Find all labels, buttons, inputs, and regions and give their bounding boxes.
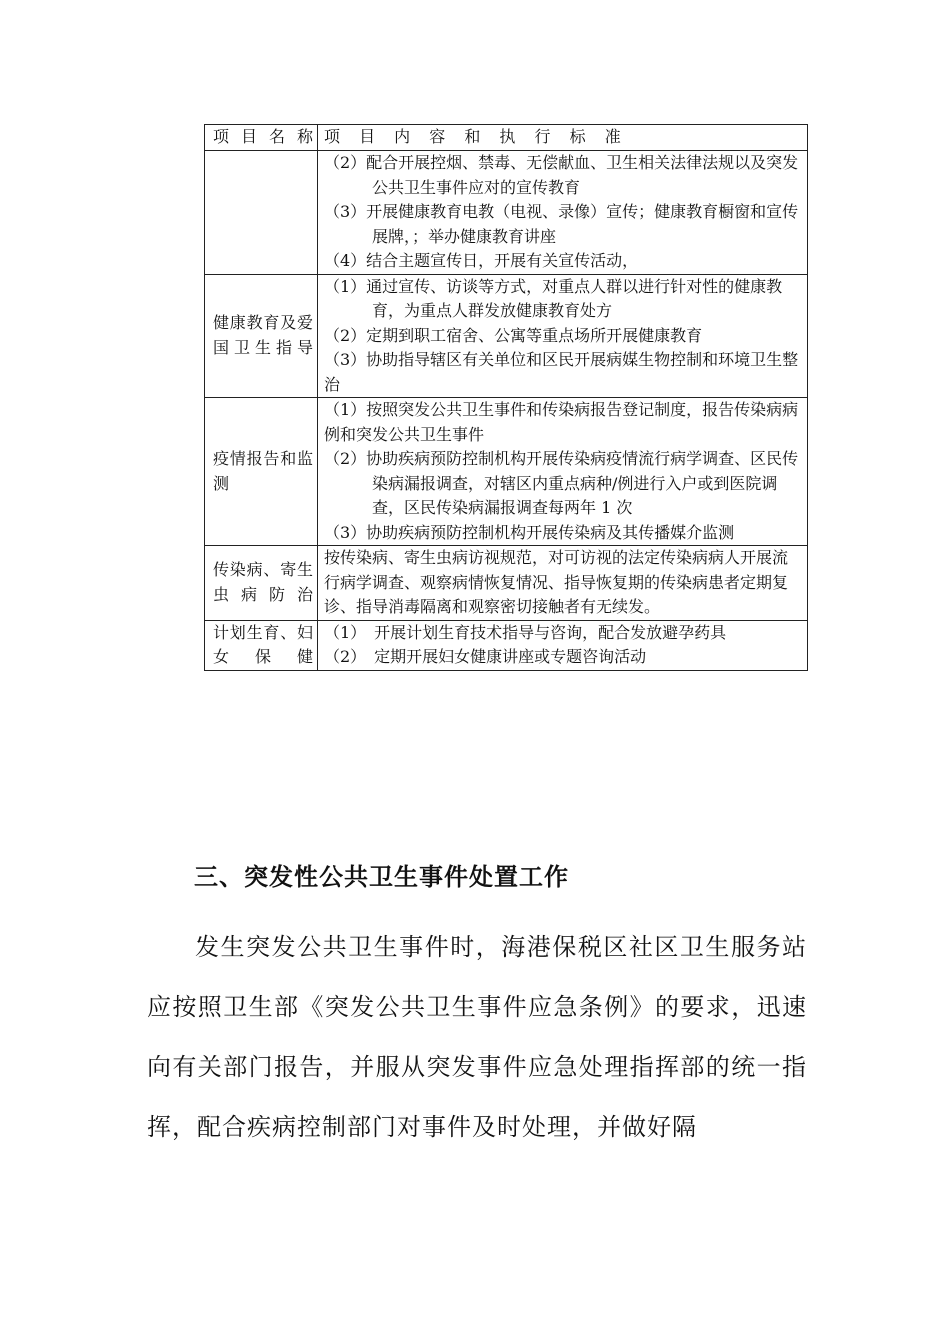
row-item: （2）协助疾病预防控制机构开展传染病疫情流行病学调查、区民传染病漏报调查，对辖区内重点病种/例进行入户或到医院调查，区民传染病漏报调查每两年 1 次 — [324, 449, 799, 517]
table-row — [205, 151, 808, 275]
row-item: （1） 开展计划生育技术指导与咨询，配合发放避孕药具 — [324, 622, 727, 642]
table-header-row — [205, 125, 808, 151]
row-item: （3）协助指导辖区有关单位和区民开展病媒生物控制和环境卫生整治 — [324, 350, 799, 394]
row-name: 疫情报告和监测 — [205, 398, 318, 546]
section-heading: 三、突发性公共卫生事件处置工作 — [194, 862, 569, 891]
header-item-content: 项 目 内 容 和 执 行 标 准 — [318, 125, 808, 151]
table-row — [205, 274, 808, 398]
row-item: 按传染病、寄生虫病访视规范，对可访视的法定传染病病人开展流行病学调查、观察病情恢复情况、指导恢复期的传染病患者定期复诊、指导消毒隔离和观察密切接触者有无续发。 — [324, 548, 789, 616]
row-name: 传染病、寄生虫病防治 — [205, 546, 318, 621]
row-item: （3）开展健康教育电教（电视、录像）宣传；健康教育橱窗和宣传展牌，；举办健康教育讲座 — [324, 202, 799, 246]
header-item-name: 项目名称 — [205, 125, 318, 151]
row-name: 健康教育及爱国卫生指导 — [205, 274, 318, 398]
table-row — [205, 398, 808, 546]
service-items-table — [204, 124, 808, 671]
row-name: 计划生育、妇女保健 — [205, 620, 318, 670]
table-row — [205, 546, 808, 621]
row-item: （3）协助疾病预防控制机构开展传染病及其传播媒介监测 — [324, 522, 735, 542]
row-item: （2）定期到职工宿舍、公寓等重点场所开展健康教育 — [324, 325, 703, 345]
row-item: （4）结合主题宣传日，开展有关宣传活动， — [324, 251, 639, 270]
row-content — [318, 151, 808, 275]
table-row — [205, 620, 808, 670]
row-content — [318, 620, 808, 670]
row-item: （1）通过宣传、访谈等方式，对重点人群以进行针对性的健康教育，为重点人群发放健康教育处方 — [324, 276, 783, 320]
body-paragraph: 发生突发公共卫生事件时，海港保税区社区卫生服务站应按照卫生部《突发公共卫生事件应急条例》的要求，迅速向有关部门报告，并服从突发事件应急处理指挥部的统一指挥，配合疾病控制部门对事件及时处理，并做好隔 — [147, 933, 807, 1141]
row-name — [205, 151, 318, 275]
row-content — [318, 398, 808, 546]
row-content — [318, 546, 808, 621]
row-content — [318, 274, 808, 398]
row-item: （2） 定期开展妇女健康讲座或专题咨询活动 — [324, 647, 647, 666]
row-item: （2）配合开展控烟、禁毒、无偿献血、卫生相关法律法规以及突发公共卫生事件应对的宣传教育 — [324, 153, 799, 197]
row-item: （1）按照突发公共卫生事件和传染病报告登记制度，报告传染病病例和突发公共卫生事件 — [324, 400, 799, 444]
